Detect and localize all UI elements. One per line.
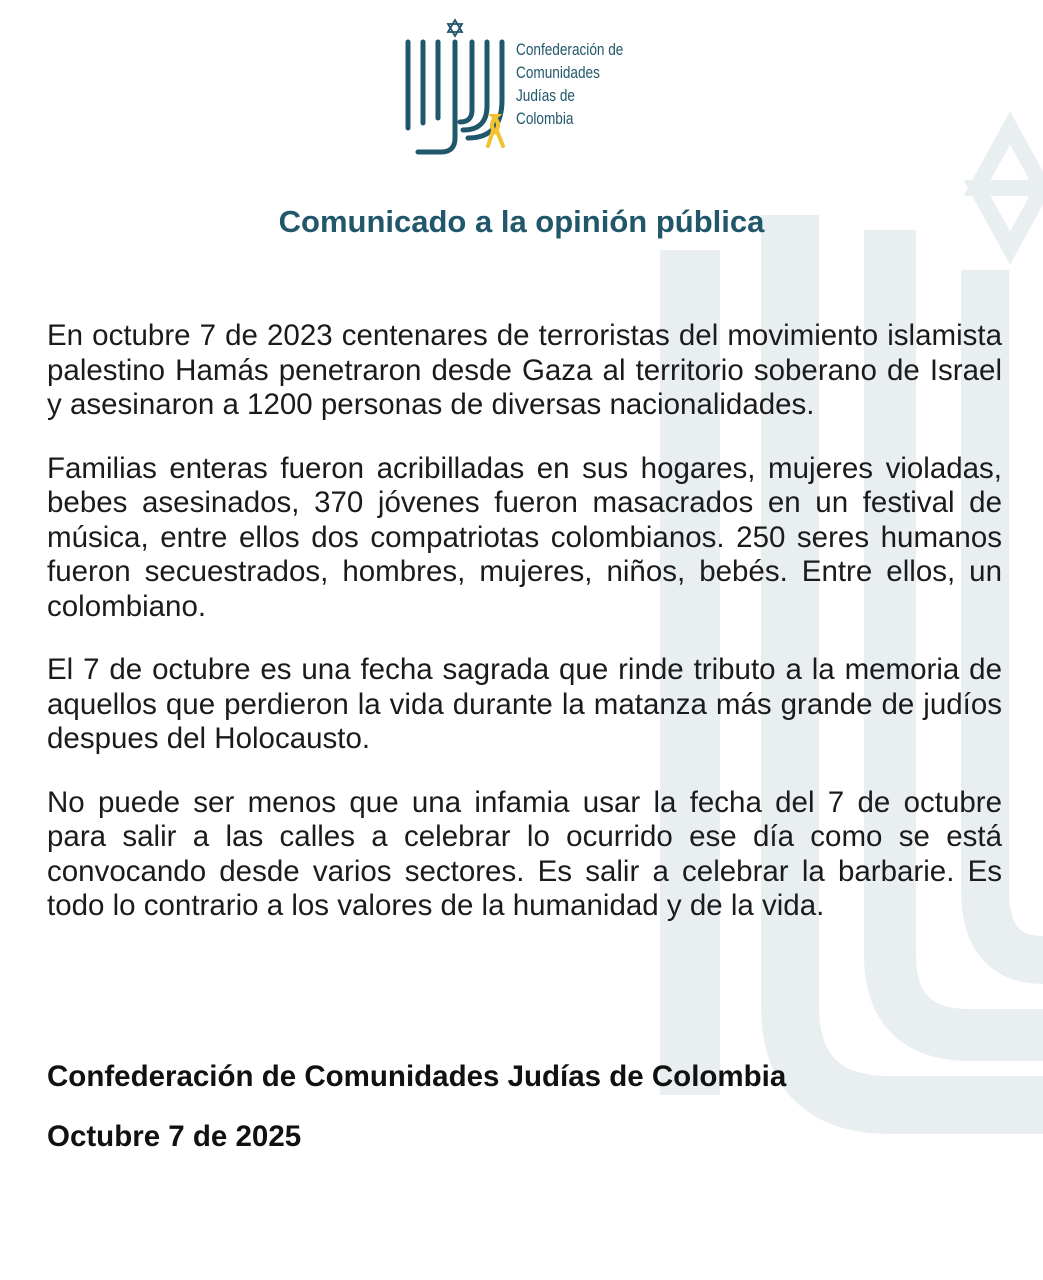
logo-line: Confederación de (516, 40, 624, 59)
paragraph: El 7 de octubre es una fecha sagrada que rinde tributo a la memoria de aquellos que perdieron la vida durante la matanza más grande de judíos despues del Holocausto. (47, 653, 1002, 755)
logo-text (516, 38, 623, 130)
statement-date: Octubre 7 de 2025 (47, 1120, 302, 1153)
signature: Confederación de Comunidades Judías de Colombia (47, 1060, 787, 1093)
logo-line: Comunidades (516, 63, 600, 82)
statement-body (47, 319, 1002, 953)
paragraph: En octubre 7 de 2023 centenares de terroristas del movimiento islamista palestino Hamás penetraron desde Gaza al territorio soberano de Israel y asesinaron a 1200 personas de diversas nacionalidades. (47, 319, 1002, 421)
paragraph: Familias enteras fueron acribilladas en sus hogares, mujeres violadas, bebes asesinados, 370 jóvenes fueron masacrados en un festival de música, entre ellos dos compatriotas colombianos. 250 seres humanos fueron secuestrados, hombres, mujeres, niños, bebés. Entre ellos, un colombiano. (47, 451, 1002, 623)
organization-logo (398, 18, 648, 163)
paragraph: No puede ser menos que una infamia usar la fecha del 7 de octubre para salir a las calles a celebrar lo ocurrido ese día como se está convocando desde varios sectores. Es salir a celebrar la barbarie. Es todo lo contrario a los valores de la humanidad y de la vida. (47, 785, 1002, 922)
logo-line: Judías de (516, 86, 575, 105)
document-title: Comunicado a la opinión pública (278, 204, 765, 239)
logo-line: Colombia (516, 109, 574, 128)
menorah-logo-icon (398, 18, 513, 163)
